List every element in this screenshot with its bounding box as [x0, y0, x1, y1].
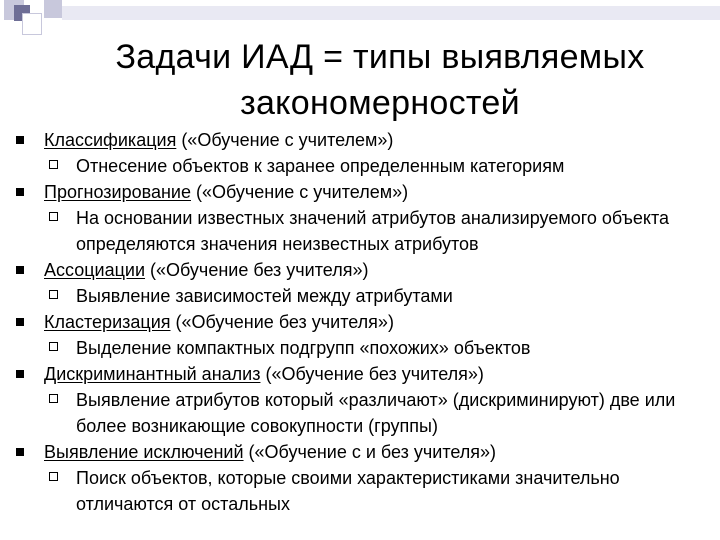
item-note: («Обучение без учителя»)	[145, 260, 369, 280]
item-note: («Обучение с учителем»)	[176, 130, 394, 150]
bullet-list	[16, 127, 706, 517]
item-note: («Обучение с учителем»)	[190, 182, 409, 202]
subitem	[16, 153, 706, 179]
item-term: Прогнозирование	[44, 182, 191, 202]
square-bullet-icon	[16, 318, 24, 326]
list-item	[16, 439, 706, 517]
subitem	[16, 335, 706, 361]
subitem-text: Выявление зависимостей между атрибутами	[76, 286, 453, 306]
subitem	[16, 387, 706, 439]
list-item	[16, 257, 706, 309]
item-term: Кластеризация	[44, 312, 171, 332]
item-note: («Обучение без учителя»)	[170, 312, 394, 332]
square-bullet-icon	[16, 448, 24, 456]
subitem	[16, 205, 706, 257]
subitem-text: Отнесение объектов к заранее определенным категориям	[76, 156, 565, 176]
square-bullet-icon	[16, 188, 24, 196]
hollow-square-bullet-icon	[49, 212, 58, 221]
item-term: Выявление исключений	[44, 442, 244, 462]
item-classification	[16, 127, 706, 153]
item-note: («Обучение без учителя»)	[260, 364, 484, 384]
square-bullet-icon	[16, 136, 24, 144]
item-discriminant-analysis	[16, 361, 706, 387]
decor-square-4	[44, 0, 62, 18]
hollow-square-bullet-icon	[49, 472, 58, 481]
list-item	[16, 361, 706, 439]
item-term: Классификация	[44, 130, 177, 150]
subitem	[16, 283, 706, 309]
item-forecasting	[16, 179, 706, 205]
subitem-text: Поиск объектов, которые своими характеристиками значительно отличаются от остальных	[76, 468, 620, 514]
list-item	[16, 127, 706, 179]
square-bullet-icon	[16, 266, 24, 274]
list-item	[16, 179, 706, 257]
item-term: Дискриминантный анализ	[44, 364, 261, 384]
subitem	[16, 465, 706, 517]
decor-band	[62, 6, 720, 20]
item-note: («Обучение с и без учителя»)	[243, 442, 497, 462]
item-term: Ассоциации	[44, 260, 146, 280]
subitem-text: На основании известных значений атрибутов анализируемого объекта определяются значения неизвестных атрибутов	[76, 208, 670, 254]
hollow-square-bullet-icon	[49, 160, 58, 169]
decor-square-3	[22, 13, 42, 35]
subitem-text: Выделение компактных подгрупп «похожих» объектов	[76, 338, 531, 358]
item-associations	[16, 257, 706, 283]
subitem-text: Выявление атрибутов который «различают» (дискриминируют) две или более возникающие совокупности (группы)	[76, 390, 676, 436]
slide-title: Задачи ИАД = типы выявляемых закономерностей	[115, 38, 645, 122]
item-anomaly-detection	[16, 439, 706, 465]
list-item	[16, 309, 706, 361]
hollow-square-bullet-icon	[49, 394, 58, 403]
item-clustering	[16, 309, 706, 335]
hollow-square-bullet-icon	[49, 342, 58, 351]
hollow-square-bullet-icon	[49, 290, 58, 299]
square-bullet-icon	[16, 370, 24, 378]
